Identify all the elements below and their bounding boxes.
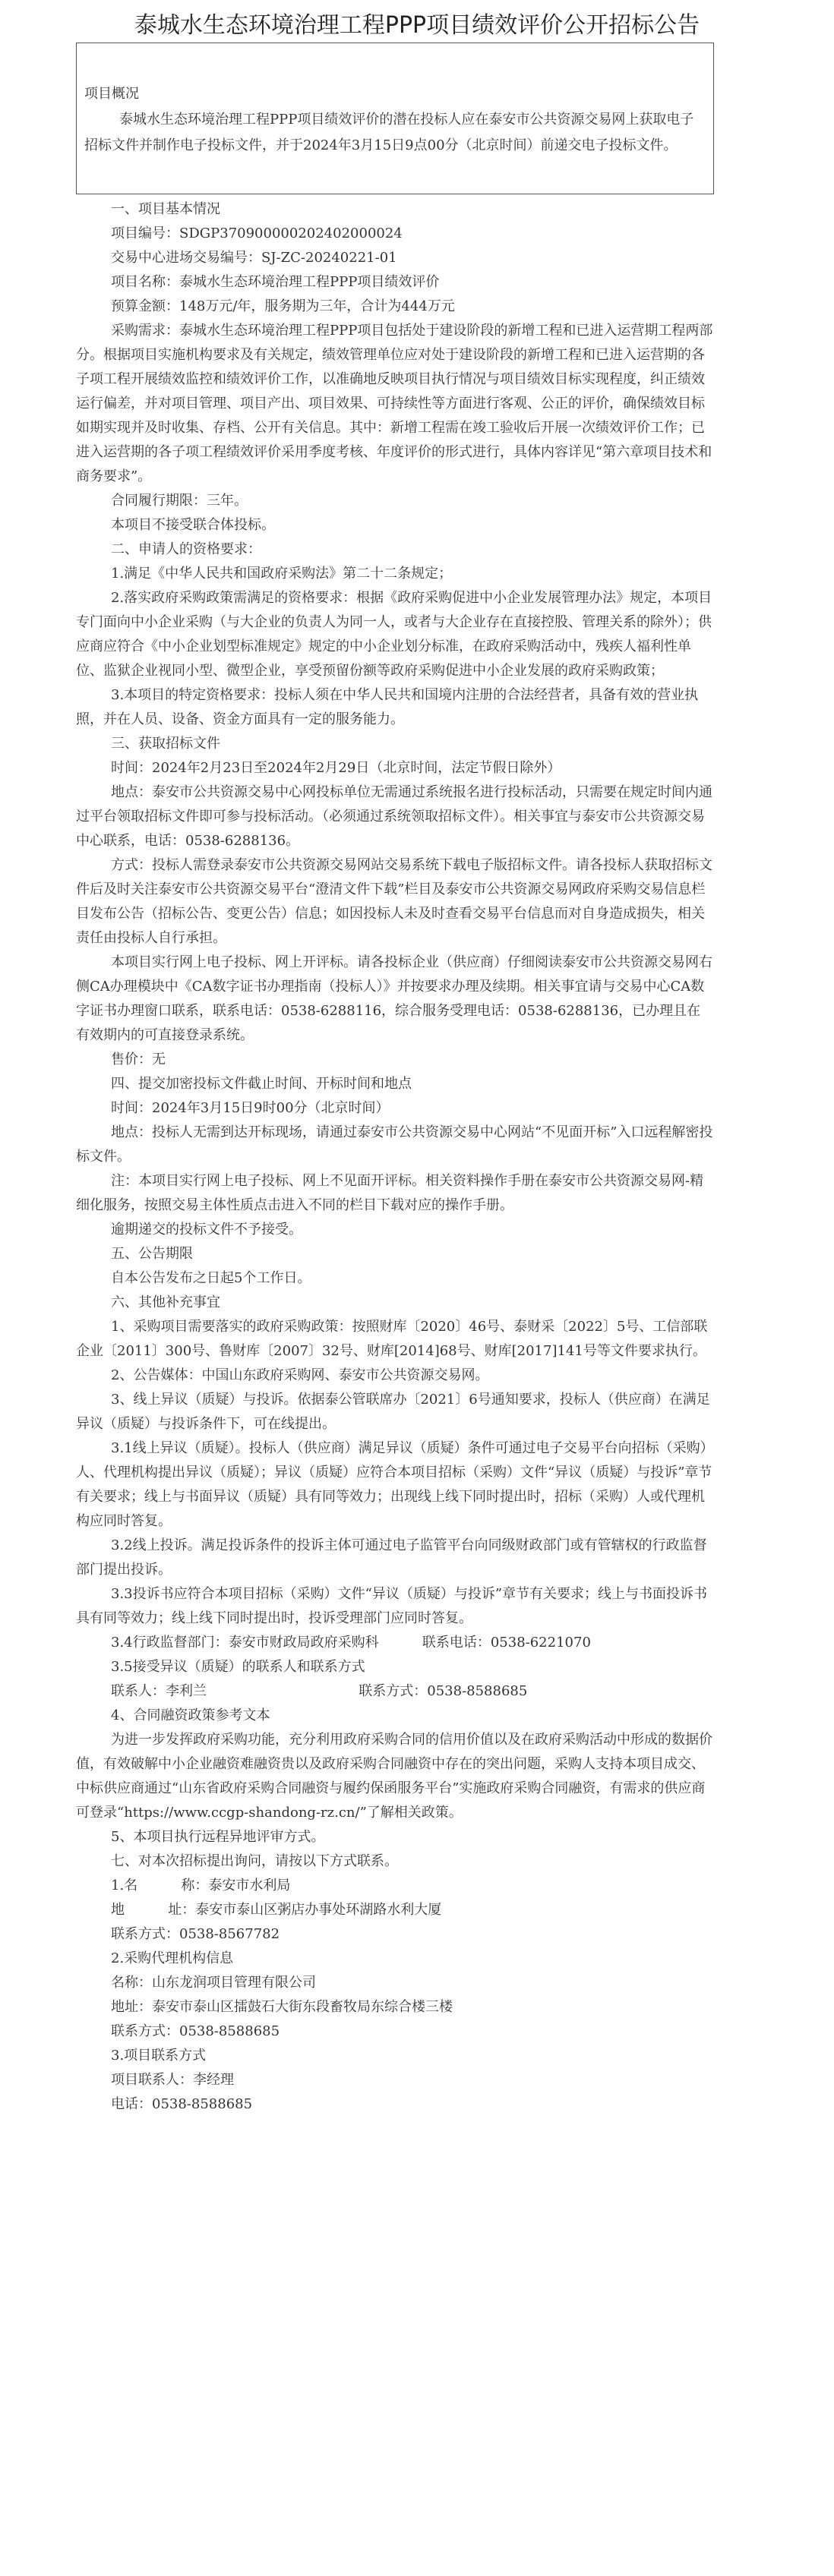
section-paragraph: 4、合同融资政策参考文本 bbox=[111, 1707, 270, 1723]
section-paragraph: 2.落实政府采购政策需满足的资格要求：根据《政府采购促进中小企业发展管理办法》规定，本项目专门面向中小企业采购（与大企业的负责人为同一人，或者与大企业存在直接控股、管理关系的除外）；供应商应符合《中小企业划型标准规定》规定的中小企业划分标准，在政府采购活动中，残疾人福利性单位、监狱企业视同小型、微型企业，享受预留份额等政府采购促进中小企业发展的政府采购政策； bbox=[76, 590, 712, 679]
section-paragraph: 名称：山东龙润项目管理有限公司 bbox=[111, 1975, 316, 1991]
section-paragraph: 地址：泰安市泰山区擂鼓石大街东段畜牧局东综合楼三楼 bbox=[111, 1999, 453, 2015]
section-paragraph: 5、本项目执行远程异地评审方式。 bbox=[111, 1829, 325, 1845]
section-paragraph: 联系方式：0538-8588685 bbox=[111, 2023, 280, 2039]
section-paragraph: 地点：泰安市公共资源交易中心网投标单位无需通过系统报名进行投标活动，只需要在规定时间内通过平台领取招标文件即可参与投标活动。（必须通过系统领取招标文件）。相关事宜与泰安市公共资源交易中心联系，电话：0538-6288136。 bbox=[76, 784, 712, 849]
section-paragraph: 3.项目联系方式 bbox=[111, 2048, 207, 2064]
section-paragraph: 项目名称：泰城水生态环境治理工程PPP项目绩效评价 bbox=[111, 274, 440, 290]
section-paragraph: 注：本项目实行网上电子投标、网上不见面开评标。相关资料操作手册在泰安市公共资源交易网-精细化服务，按照交易主体性质点击进入不同的栏目下载对应的操作手册。 bbox=[76, 1173, 704, 1213]
section-paragraph: 3.1线上异议（质疑）。投标人（供应商）满足异议（质疑）条件可通过电子交易平台向招标（采购）人、代理机构提出异议（质疑）；异议（质疑）应符合本项目招标（采购）文件“异议（质疑）与投诉”章节有关要求；线上与书面异议（质疑）具有同等效力；出现线上线下同时提出时，招标（采购）人或代理机构应同时答复。 bbox=[76, 1440, 714, 1529]
section-heading: 七、对本次招标提出询问，请按以下方式联系。 bbox=[111, 1853, 398, 1869]
section-paragraph: 交易中心进场交易编号：SJ-ZC-20240221-01 bbox=[111, 250, 397, 266]
section-paragraph: 3.本项目的特定资格要求：投标人须在中华人民共和国境内注册的合法经营者，具备有效的营业执照，并在人员、设备、资金方面具有一定的服务能力。 bbox=[76, 687, 699, 727]
section-paragraph: 地 址：泰安市泰山区粥店办事处环湖路水利大厦 bbox=[111, 1902, 442, 1918]
section-paragraph: 1.名 称：泰安市水利局 bbox=[111, 1878, 291, 1893]
section-paragraph: 联系人：李利兰 联系方式：0538-8588685 bbox=[111, 1683, 528, 1699]
section-paragraph: 3.3投诉书应符合本项目招标（采购）文件“异议（质疑）与投诉”章节有关要求；线上与书面投诉书具有同等效力；线上线下同时提出时，投诉受理部门应同时答复。 bbox=[76, 1586, 708, 1626]
section-heading: 四、提交加密投标文件截止时间、开标时间和地点 bbox=[111, 1076, 412, 1092]
section-heading: 一、项目基本情况 bbox=[111, 201, 220, 217]
section-paragraph: 方式：投标人需登录泰安市公共资源交易网站交易系统下载电子版招标文件。请各投标人获取招标文件后及时关注泰安市公共资源交易平台“澄清文件下载”栏目及泰安市公共资源交易网政府采购交易信息栏目发布公告（招标公告、变更公告）信息；如因投标人未及时查看交易平台信息而对自身造成损失，相关责任由投标人自行承担。 bbox=[76, 857, 712, 946]
summary-label: 项目概况 bbox=[84, 86, 139, 102]
page-title: 泰城水生态环境治理工程PPP项目绩效评价公开招标公告 bbox=[134, 12, 700, 39]
section-paragraph: 预算金额：148万元/年，服务期为三年，合计为444万元 bbox=[111, 298, 455, 314]
section-paragraph: 采购需求：泰城水生态环境治理工程PPP项目包括处于建设阶段的新增工程和已进入运营期工程两部分。根据项目实施机构要求及有关规定，绩效管理单位应对处于建设阶段的新增工程和已进入运营期的各子项工程开展绩效监控和绩效评价工作，以准确地反映项目执行情况与项目绩效目标实现程度，纠正绩效运行偏差，并对项目管理、项目产出、项目效果、可持续性等方面进行客观、公正的评价，确保绩效目标如期实现并及时收集、存档、公开有关信息。其中：新增工程需在竣工验收后开展一次绩效评价工作；已进入运营期的各子项工程绩效评价采用季度考核、年度评价的形式进行，具体内容详见“第六章项目技术和商务要求”。 bbox=[76, 323, 713, 484]
section-paragraph: 3、线上异议（质疑）与投诉。依据泰公管联席办〔2021〕6号通知要求，投标人（供应商）在满足异议（质疑）与投诉条件下，可在线提出。 bbox=[76, 1392, 710, 1432]
section-paragraph: 合同履行期限：三年。 bbox=[111, 493, 248, 509]
section-paragraph: 本项目不接受联合体投标。 bbox=[111, 517, 275, 533]
section-heading: 三、获取招标文件 bbox=[111, 736, 220, 752]
section-heading: 六、其他补充事宜 bbox=[111, 1294, 220, 1310]
summary-text: 泰城水生态环境治理工程PPP项目绩效评价的潜在投标人应在泰安市公共资源交易网上获取电子招标文件并制作电子投标文件，并于2024年3月15日9点00分（北京时间）前递交电子投标文件。 bbox=[84, 112, 694, 153]
section-paragraph: 逾期递交的投标文件不予接受。 bbox=[111, 1222, 302, 1238]
section-paragraph: 自本公告发布之日起5个工作日。 bbox=[111, 1270, 311, 1286]
section-paragraph: 项目编号：SDGP370900000202402000024 bbox=[111, 225, 403, 241]
section-paragraph: 3.2线上投诉。满足投诉条件的投诉主体可通过电子监管平台向同级财政部门或有管辖权的行政监督部门提出投诉。 bbox=[76, 1537, 707, 1578]
section-paragraph: 时间：2024年2月23日至2024年2月29日（北京时间，法定节假日除外） bbox=[111, 760, 561, 776]
section-paragraph: 1、采购项目需要落实的政府采购政策：按照财库〔2020〕46号、泰财采〔2022〕5号、工信部联企业〔2011〕300号、鲁财库〔2007〕32号、财库[2014]68号、财库[2017]141号等文件要求执行。 bbox=[76, 1319, 708, 1359]
project-summary-box bbox=[76, 43, 714, 194]
section-paragraph: 2.采购代理机构信息 bbox=[111, 1950, 234, 1966]
section-paragraph: 本项目实行网上电子投标、网上开评标。请各投标企业（供应商）仔细阅读泰安市公共资源交易网右侧CA办理模块中《CA数字证书办理指南（投标人）》并按要求办理及续期。相关事宜请与交易中心CA数字证书办理窗口联系，联系电话：0538-6288116，综合服务受理电话：0538-6288136，已办理且在有效期内的可直接登录系统。 bbox=[76, 954, 712, 1043]
section-paragraph: 时间：2024年3月15日9时00分（北京时间） bbox=[111, 1100, 390, 1116]
section-paragraph: 售价：无 bbox=[111, 1052, 166, 1067]
section-paragraph: 联系方式：0538-8567782 bbox=[111, 1926, 280, 1942]
section-paragraph: 地点：投标人无需到达开标现场，请通过泰安市公共资源交易中心网站“不见面开标”入口远程解密投标文件。 bbox=[76, 1124, 713, 1165]
section-paragraph: 2、公告媒体：中国山东政府采购网、泰安市公共资源交易网。 bbox=[111, 1367, 489, 1383]
section-paragraph: 3.5接受异议（质疑）的联系人和联系方式 bbox=[111, 1659, 365, 1675]
section-paragraph: 1.满足《中华人民共和国政府采购法》第二十二条规定； bbox=[111, 566, 453, 582]
section-heading: 二、申请人的资格要求： bbox=[111, 541, 261, 557]
section-paragraph: 电话：0538-8588685 bbox=[111, 2096, 253, 2112]
section-paragraph: 项目联系人：李经理 bbox=[111, 2072, 234, 2088]
announcement-body bbox=[76, 197, 714, 2117]
section-paragraph: 为进一步发挥政府采购功能，充分利用政府采购合同的信用价值以及在政府采购活动中形成的数据价值，有效破解中小企业融资难融资贵以及政府采购合同融资中存在的突出问题，采购人支持本项目成交、中标供应商通过“山东省政府采购合同融资与履约保函服务平台”实施政府采购合同融资，有需求的供应商可登录“https://www.ccgp-shandong-rz.cn/”了解相关政策。 bbox=[76, 1732, 712, 1821]
section-heading: 五、公告期限 bbox=[111, 1246, 193, 1262]
section-paragraph: 3.4行政监督部门：泰安市财政局政府采购科 联系电话：0538-6221070 bbox=[111, 1635, 591, 1651]
